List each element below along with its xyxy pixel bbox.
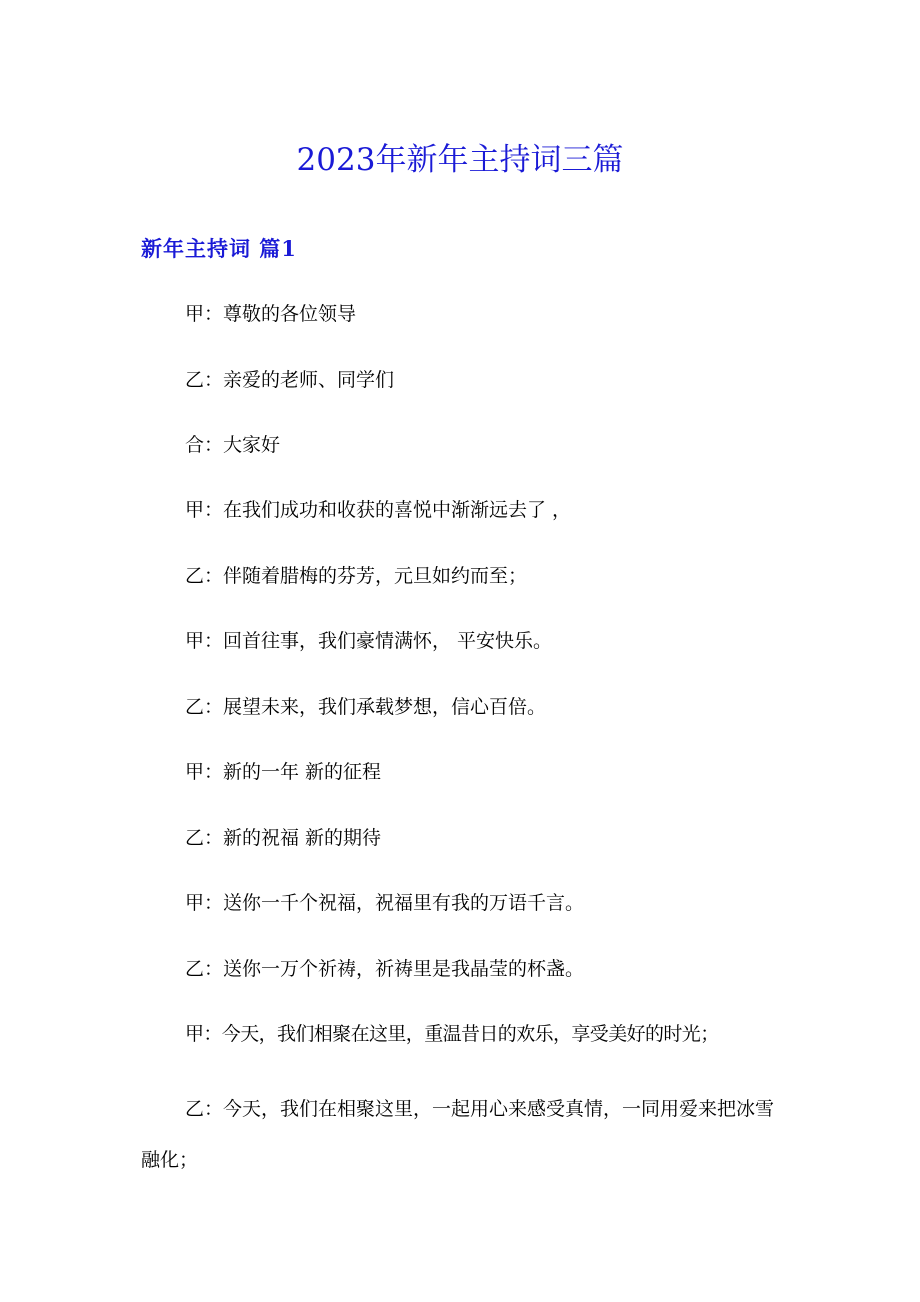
- paragraph: 合：大家好: [185, 434, 281, 456]
- paragraph: 乙：今天，我们在相聚这里，一起用心来感受真情，一同用爱来把冰雪融化；: [141, 1098, 775, 1171]
- document-title: 2023年新年主持词三篇: [296, 142, 624, 178]
- paragraph: 乙：送你一万个祈祷，祈祷里是我晶莹的杯盏。: [185, 958, 585, 980]
- paragraph: 乙：新的祝福 新的期待: [185, 827, 382, 849]
- paragraph: 乙：亲爱的老师、同学们: [185, 369, 395, 391]
- paragraph: 甲：回首往事，我们豪情满怀， 平安快乐。: [185, 630, 553, 652]
- paragraph: 甲：今天，我们相聚在这里，重温昔日的欢乐，享受美好的时光；: [185, 1023, 719, 1045]
- paragraph: 甲：新的一年 新的征程: [185, 761, 382, 783]
- paragraph: 乙：展望未来，我们承载梦想，信心百倍。: [185, 696, 547, 718]
- section-heading: 新年主持词 篇1: [141, 236, 297, 261]
- paragraph: 甲：尊敬的各位领导: [185, 303, 357, 325]
- paragraph: 乙：伴随着腊梅的芬芳，元旦如约而至；: [185, 565, 528, 587]
- paragraph: 甲：送你一千个祝福，祝福里有我的万语千言。: [185, 892, 585, 914]
- paragraph: 甲：在我们成功和收获的喜悦中渐渐远去了 ，: [185, 499, 572, 521]
